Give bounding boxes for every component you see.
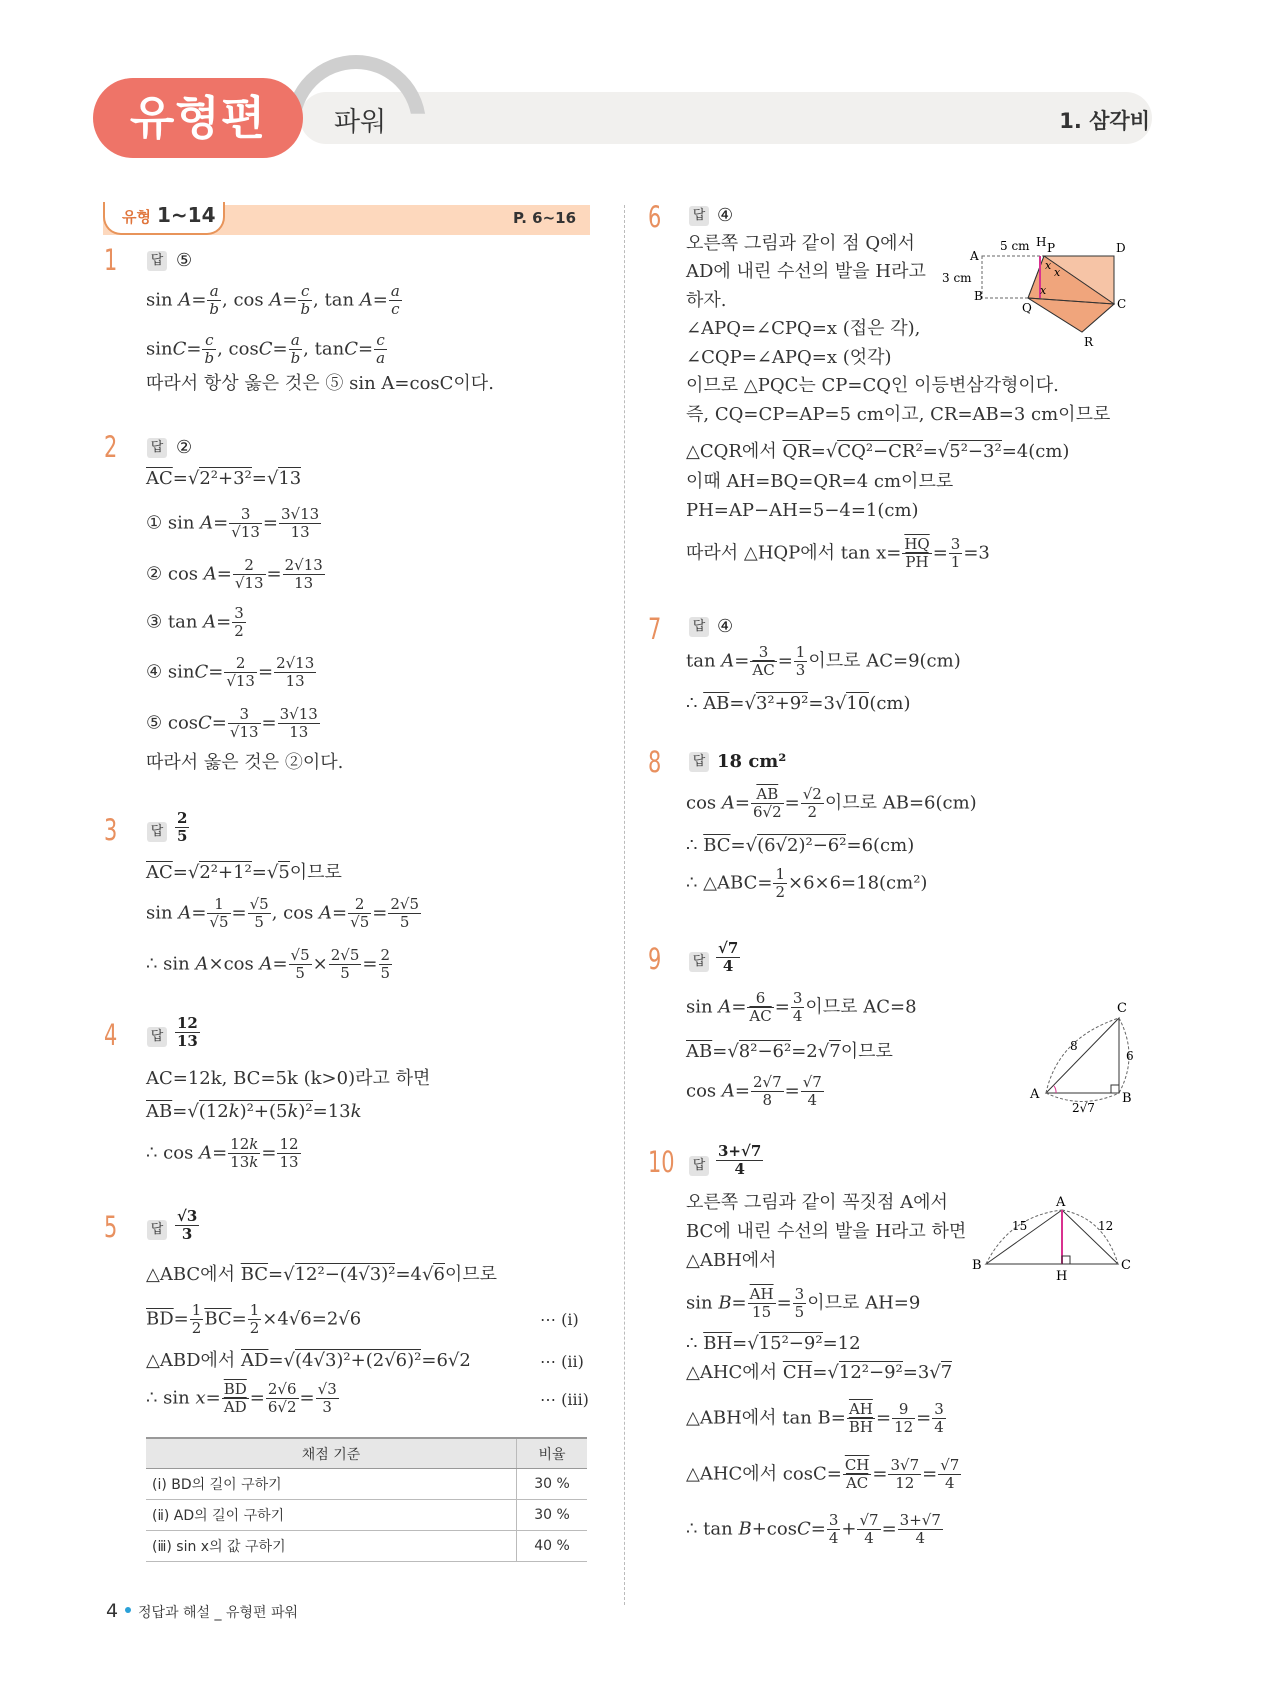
- solution-line: △AHC에서 $\overline{CH}=√12^2-9^2=3√7$: [686, 1362, 953, 1383]
- solution-line: $\overline{AC}=√2^2+1^2=√5$이므로: [146, 862, 342, 883]
- answer-tag: 답: [689, 617, 709, 637]
- solution-line: tan A= $\frac{3}{AC}$ = $\frac{1}{3}$ 이므로 AC=9(cm): [686, 643, 961, 679]
- solution-line: △ABC에서 $\overline{BC}=√12^2-(4√3)^2=4√6$이므로: [146, 1264, 498, 1285]
- suffix: 이므로: [289, 862, 342, 883]
- problem-number: 3: [104, 813, 118, 847]
- footer-text: 정답과 해설 _ 유형편 파워: [138, 1605, 299, 1621]
- type-range: 1~14: [157, 203, 216, 227]
- problem-number: 4: [104, 1018, 118, 1052]
- solution-line: sinC= $\frac{c}{b}$ , cosC= $\frac{a}{b}$ , tanC= $\frac{c}{a}$: [146, 331, 386, 367]
- answer-value: [715, 940, 741, 975]
- answer-value: ②: [176, 437, 193, 458]
- fig9-label: A: [1030, 1087, 1040, 1102]
- fig6-label: B: [974, 289, 983, 303]
- problem-number: 10: [648, 1145, 675, 1179]
- problem-number: 9: [648, 942, 662, 976]
- answer-tag: 답: [689, 206, 709, 226]
- solution-line: AC=12k, BC=5k (k>0)라고 하면: [146, 1068, 431, 1089]
- answer-numerator: 12: [177, 1014, 198, 1032]
- solution-line: 하자.: [686, 290, 727, 311]
- suffix: 이므로: [444, 1264, 498, 1285]
- solution-conclusion: 따라서 항상 옳은 것은 ⑤ sin A=cosC이다.: [146, 373, 494, 394]
- answer-tag: 답: [689, 752, 709, 772]
- solution-line: cos A= $\frac{2√7}{8}$ = $\frac{√7}{4}$: [686, 1073, 822, 1109]
- step-mark: ⋯ (ⅰ): [540, 1310, 579, 1329]
- solution-line: ∠CQP=∠APQ=x (엇각): [686, 347, 892, 368]
- fig9-label: C: [1117, 1001, 1127, 1016]
- solution-line: ∴ cos A= $\frac{12k}{13k}$ = $\frac{12}{13}$: [146, 1135, 299, 1171]
- solution-line: △ABD에서 $\overline{AD}=√(4√3)^2+(2√6)^2=6√2$: [146, 1350, 471, 1371]
- problem-number: 7: [648, 612, 662, 646]
- fig6-label: 3 cm: [942, 271, 972, 285]
- prefix: △AHC에서: [686, 1362, 778, 1383]
- solution-line: ∴ tan B+cosC= $\frac{3}{4}$ + $\frac{√7}{4}$ = $\frac{3+√7}{4}$: [686, 1511, 941, 1547]
- problem-number: 5: [104, 1210, 118, 1244]
- table-cell: (ⅲ) sin x의 값 구하기: [146, 1531, 517, 1562]
- solution-line: sin A= $\frac{a}{b}$ , cos A= $\frac{c}{b}$ , tan A= $\frac{a}{c}$: [146, 282, 400, 318]
- solution-line: 오른쪽 그림과 같이 꼭짓점 A에서: [686, 1192, 948, 1213]
- table-cell: 40 %: [517, 1531, 588, 1562]
- solution-line: $\overline{AB}=√8^2-6^2=2√7$이므로: [686, 1041, 893, 1062]
- answer-tag: 답: [147, 438, 167, 458]
- fig6-angle: x: [1045, 259, 1052, 272]
- footer-bullet: [125, 1607, 131, 1613]
- header-badge: 유형편: [93, 78, 303, 158]
- fig6-label: C: [1117, 297, 1127, 311]
- fig10-label: A: [1056, 1196, 1066, 1210]
- problem-number: 1: [104, 243, 118, 277]
- prefix: △AHC에서 cosC=: [686, 1463, 842, 1485]
- answer-tag: 답: [147, 1220, 167, 1240]
- fig6-label: H: [1036, 236, 1047, 249]
- fig9-label: 8: [1070, 1039, 1078, 1053]
- solution-line: cos A= $\frac{\overline{AB}}{6√2}$ = $\frac{√2}{2}$ 이므로 AB=6(cm): [686, 785, 977, 821]
- solution-line: $\overline{AB}=√(12k)^2+(5k)^2=13k$: [146, 1101, 362, 1122]
- answer-denominator: 4: [734, 1160, 745, 1178]
- fig9-angle-a: [1054, 1086, 1056, 1093]
- header-subtitle: 파워: [334, 107, 387, 138]
- solution-line: AD에 내린 수선의 발을 H라고: [686, 261, 926, 282]
- fig6-label: Q: [1022, 301, 1032, 315]
- solution-line: $\overline{AC}=√2^2+3^2=√13$: [146, 468, 302, 489]
- fig10-label: 12: [1098, 1219, 1114, 1233]
- fig9-label: B: [1122, 1091, 1132, 1106]
- figure-folded-rectangle: [942, 236, 1142, 364]
- solution-line: 이때 AH=BQ=QR=4 cm이므로: [686, 471, 954, 492]
- solution-line: ② cos A= $\frac{2}{√13}$ = $\frac{2√13}{13}$: [146, 556, 323, 592]
- solution-line: 따라서 △HQP에서 tan x= $\frac{\overline{HQ}}{PH}$ = $\frac{3}{1}$ =3: [686, 535, 990, 571]
- solution-line: sin B= $\frac{\overline{AH}}{15}$ = $\frac{3}{5}$ 이므로 AH=9: [686, 1285, 921, 1321]
- solution-line: $\overline{BD}=$ $\frac{1}{2}$ $\overline{BC}=$ $\frac{1}{2}$ ×4√6=2√6: [146, 1301, 362, 1337]
- answer-denominator: 13: [177, 1032, 198, 1050]
- table-cell: 30 %: [517, 1469, 588, 1500]
- answer-tag: 답: [147, 822, 167, 842]
- solution-line: △AHC에서 cosC= $\frac{\overline{CH}}{AC}$ = $\frac{3√7}{12}$ = $\frac{√7}{4}$: [686, 1456, 960, 1492]
- table-row: [146, 1500, 587, 1531]
- fig6-label: 5 cm: [1000, 239, 1030, 253]
- fig6-label: P: [1047, 241, 1056, 255]
- prefix: 따라서 △HQP에서 tan x=: [686, 542, 902, 564]
- fig9-label: 2√7: [1072, 1101, 1095, 1115]
- solution-line: sin A= $\frac{6}{AC}$ = $\frac{3}{4}$ 이므로 AC=8: [686, 989, 917, 1025]
- answer-numerator: √7: [718, 939, 739, 957]
- solution-line: △ABH에서: [686, 1250, 777, 1271]
- answer-tag: 답: [689, 1156, 709, 1176]
- table-row: [146, 1469, 587, 1500]
- column-divider: [624, 205, 625, 1605]
- answer-value: ④: [717, 616, 734, 637]
- table-row: [146, 1531, 587, 1562]
- step-mark: ⋯ (ⅲ): [540, 1390, 589, 1409]
- answer-value: [174, 1015, 201, 1050]
- answer-numerator: 3+√7: [718, 1142, 762, 1160]
- table-header: 비율: [517, 1438, 588, 1469]
- step-mark: ⋯ (ⅱ): [540, 1352, 584, 1371]
- suffix: 이므로: [840, 1041, 893, 1062]
- answer-value: ④: [717, 205, 734, 226]
- header-band: [300, 92, 1152, 144]
- suffix: 이므로 AC=9(cm): [808, 650, 961, 672]
- fig9-right-angle: [1111, 1085, 1119, 1093]
- type-label: 유형: [122, 208, 151, 226]
- suffix: 이므로 AB=6(cm): [824, 792, 977, 814]
- answer-tag: 답: [689, 952, 709, 972]
- solution-line: ∴ △ABC= $\frac{1}{2}$ ×6×6=18(cm²): [686, 865, 928, 901]
- answer-denominator: 5: [177, 827, 188, 845]
- solution-line: ∴ sin A×cos A= $\frac{√5}{5}$ × $\frac{2√5}{5}$ = $\frac{2}{5}$: [146, 946, 391, 982]
- answer-value: 18 cm²: [717, 751, 787, 772]
- table-cell: 30 %: [517, 1500, 588, 1531]
- suffix: 이므로 AC=8: [805, 996, 917, 1018]
- fig10-right-angle: [1062, 1256, 1070, 1264]
- answer-denominator: 4: [722, 957, 734, 975]
- fig6-label: R: [1084, 335, 1094, 349]
- type-page-ref: P. 6~16: [513, 209, 577, 227]
- prefix: △ABC에서: [146, 1264, 235, 1285]
- table-cell: (ⅰ) BD의 길이 구하기: [146, 1469, 517, 1500]
- fig10-label: C: [1121, 1258, 1131, 1273]
- solution-line: ∴ $\overline{BH}=√15^2-9^2=12$: [686, 1333, 861, 1354]
- answer-numerator: √3: [177, 1207, 198, 1225]
- solution-line: 즉, CQ=CP=AP=5 cm이고, CR=AB=3 cm이므로: [686, 404, 1111, 425]
- problem-number: 8: [648, 745, 662, 779]
- solution-line: ∴ $\overline{BC}=√(6√2)^2-6^2=6(cm)$: [686, 835, 915, 856]
- chapter-title: 1. 삼각비: [1059, 109, 1150, 133]
- answer-tag: 답: [147, 251, 167, 271]
- solution-line: ④ sinC= $\frac{2}{√13}$ = $\frac{2√13}{13}$: [146, 654, 315, 690]
- table-header: 채점 기준: [146, 1438, 517, 1469]
- fig9-label: 6: [1126, 1049, 1134, 1063]
- fig6-angle: x: [1054, 266, 1061, 279]
- fig6-label: D: [1116, 241, 1126, 255]
- figure-triangle-abc: [970, 1196, 1140, 1286]
- table-cell: (ⅱ) AD의 길이 구하기: [146, 1500, 517, 1531]
- solution-line: 이므로 △PQC는 CP=CQ인 이등변삼각형이다.: [686, 375, 1059, 396]
- solution-line: ∴ sin x= $\frac{\overline{BD}}{AD}$ = $\frac{2√6}{6√2}$ = $\frac{√3}{3}$: [146, 1380, 337, 1416]
- problem-number: 2: [104, 430, 118, 464]
- solution-line: △CQR에서 $\overline{QR}=√CQ^2-\overline{CR}^2=√5^2-3^2=4(cm)$: [686, 441, 1070, 462]
- answer-numerator: 2: [177, 809, 188, 827]
- answer-value: ⑤: [176, 250, 193, 271]
- solution-line: BC에 내린 수선의 발을 H라고 하면: [686, 1221, 967, 1242]
- problem-number: 6: [648, 200, 662, 234]
- figure-right-triangle: [1024, 998, 1134, 1118]
- answer-tag: 답: [147, 1027, 167, 1047]
- fig6-angle: x: [1040, 284, 1047, 297]
- suffix: 이므로 AH=9: [807, 1292, 921, 1314]
- solution-line: ③ tan A= $\frac{3}{2}$: [146, 604, 244, 640]
- grading-table: [146, 1437, 587, 1562]
- fig9-triangle: [1046, 1018, 1119, 1093]
- fig10-label: H: [1056, 1269, 1068, 1284]
- answer-value: [715, 1143, 764, 1178]
- solution-line: 오른쪽 그림과 같이 점 Q에서: [686, 233, 915, 254]
- solution-line: sin A= $\frac{1}{√5}$ = $\frac{√5}{5}$ , cos A= $\frac{2}{√5}$ = $\frac{2√5}{5}$: [146, 895, 419, 931]
- prefix: △ABD에서: [146, 1350, 236, 1371]
- fig6-label: A: [970, 249, 979, 263]
- solution-conclusion: 따라서 옳은 것은 ②이다.: [146, 752, 344, 773]
- fig10-label: B: [972, 1258, 982, 1273]
- prefix: △ABH에서 tan B=: [686, 1407, 846, 1429]
- answer-value: [174, 810, 190, 845]
- answer-denominator: 3: [181, 1225, 193, 1243]
- solution-line: PH=AP−AH=5−4=1(cm): [686, 500, 919, 521]
- footer-page-number: 4: [106, 1600, 119, 1622]
- fig10-label: 15: [1012, 1219, 1028, 1233]
- solution-line: △ABH에서 tan B= $\frac{\overline{AH}}{BH}$ = $\frac{9}{12}$ = $\frac{3}{4}$: [686, 1400, 944, 1436]
- prefix: △CQR에서: [686, 441, 777, 462]
- solution-line: ∠APQ=∠CPQ=x (접은 각),: [686, 318, 921, 339]
- answer-value: [174, 1208, 200, 1243]
- solution-line: ① sin A= $\frac{3}{√13}$ = $\frac{3√13}{13}$: [146, 505, 320, 541]
- solution-line: ∴ $\overline{AB}=√3^2+9^2=3√10(cm)$: [686, 693, 911, 714]
- solution-line: ⑤ cosC= $\frac{3}{√13}$ = $\frac{3√13}{13}$: [146, 705, 318, 741]
